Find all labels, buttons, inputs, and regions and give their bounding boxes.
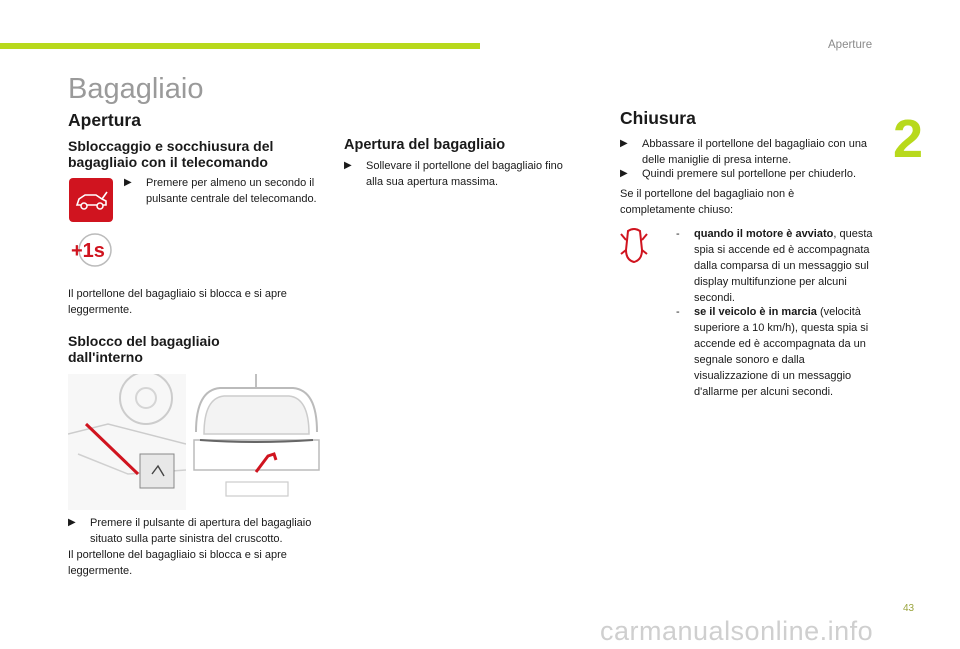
bullet-quindi: ▶ Quindi premere sul portellone per chiuderlo. <box>620 168 857 180</box>
heading-sblocco-interno: Sblocco del bagagliaio dall'interno <box>68 333 220 365</box>
dashboard-illustration <box>68 374 186 510</box>
heading-apertura: Apertura <box>68 110 141 130</box>
watermark: carmanualsonline.info <box>600 616 874 646</box>
arrow-bullet-icon: ▶ <box>620 168 628 179</box>
paragraph-non-chiuso: Se il portellone del bagagliaio non è completamente chiuso: <box>620 188 795 216</box>
dash-item-marcia: - se il veicolo è in marcia (velocità superiore a 10 km/h), questa spia si accende ed è accompagnata da un segnale sonoro e dalla visualizzazione di un messaggio d'allarme per alcuni secondi. <box>676 306 869 398</box>
door-open-warning-icon <box>620 226 648 266</box>
chapter-number: 2 <box>893 109 924 169</box>
heading-chiusura: Chiusura <box>620 108 696 128</box>
plus1s-label: +1s <box>71 240 105 262</box>
car-trunk-icon <box>69 178 113 222</box>
arrow-bullet-icon: ▶ <box>344 160 352 171</box>
arrow-bullet-icon: ▶ <box>620 138 628 149</box>
paragraph-blocco-1: Il portellone del bagagliaio si blocca e si apre leggermente. <box>68 288 287 316</box>
heading-apertura-bagagliaio: Apertura del bagagliaio <box>344 137 506 153</box>
accent-bar <box>0 43 480 49</box>
bullet-telecomando: ▶ Premere per almeno un secondo il pulsante centrale del telecomando. <box>124 177 317 205</box>
dash-item-motore: - quando il motore è avviato, questa spia si accende ed è accompagnata dalla comparsa di un messaggio sul display multifunzione per alcuni secondi. <box>676 228 873 304</box>
plus-one-second-icon <box>69 230 113 270</box>
section-label: Aperture <box>828 39 873 51</box>
heading-sblocco-telecomando: Sbloccaggio e socchiusura del bagagliaio con il telecomando <box>68 138 274 170</box>
arrow-bullet-icon: ▶ <box>124 177 132 188</box>
page-number: 43 <box>903 603 915 614</box>
bullet-sollevare: ▶ Sollevare il portellone del bagagliaio fino alla sua apertura massima. <box>344 160 563 188</box>
tailgate-illustration <box>190 374 323 510</box>
paragraph-blocco-2: Il portellone del bagagliaio si blocca e si apre leggermente. <box>68 549 287 577</box>
arrow-bullet-icon: ▶ <box>68 517 76 528</box>
bullet-pulsante-interno: ▶ Premere il pulsante di apertura del bagagliaio situato sulla parte sinistra del cruscotto. <box>68 517 312 545</box>
bullet-abbassare: ▶ Abbassare il portellone del bagagliaio con una delle maniglie di presa interne. <box>620 138 868 166</box>
page-title: Bagagliaio <box>68 73 204 105</box>
